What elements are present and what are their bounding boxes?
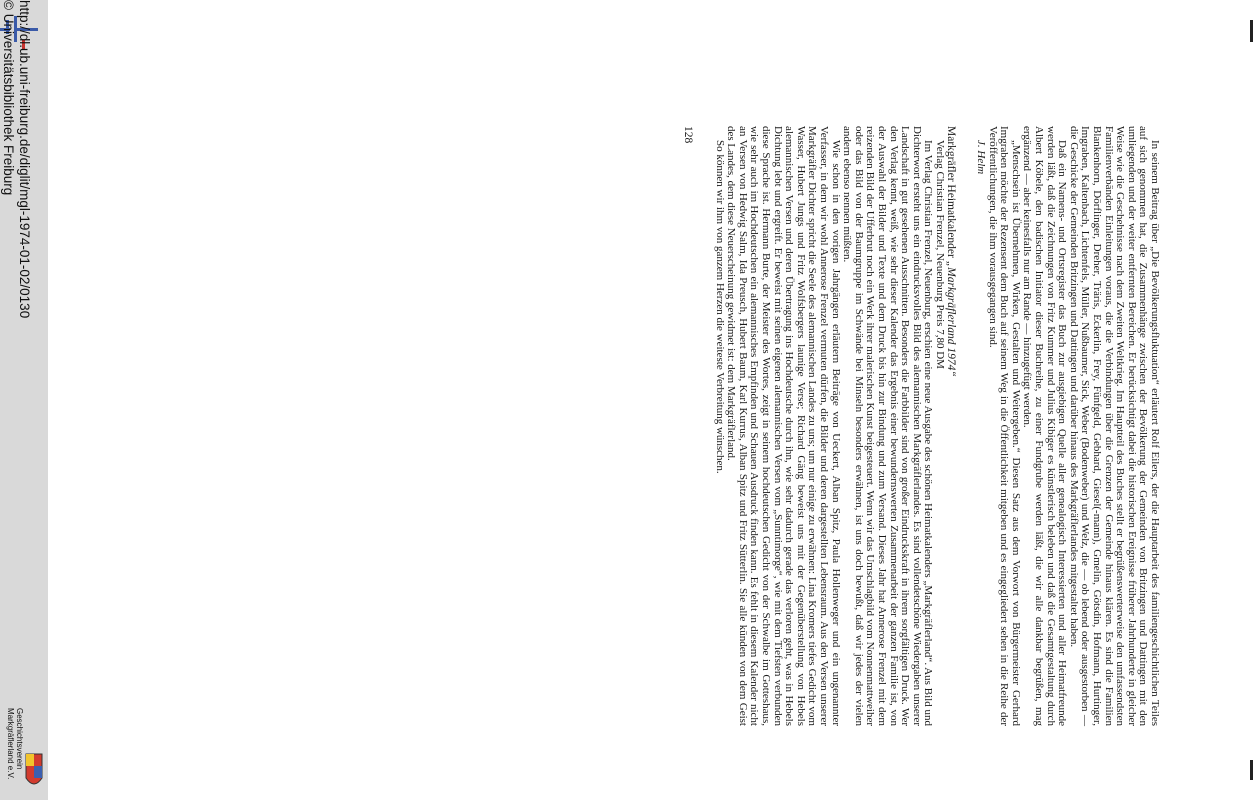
author-signature: J. Helm (975, 140, 988, 175)
org-label (6, 708, 24, 779)
paragraph: In seinem Beitrag über „Die Bevölkerungsfluktuation“ erläutert Rolf Eilers, der die Hauptarbeit des familiengeschichtlichen Teiles auf sich genommen hat, die Zusammenhänge zwischen der Bevölkerung der Gemeinden von Britzingen und Dattingen mit den umliegenden und der weiter entfernten Bereichen. Er berücksichtigt dabei die historischen Ereignisse früherer Jahrhunderte in gleicher Weise wie die Geschehnisse nach dem Zweiten Weltkrieg. Im Hauptteil des Buches stellt er begrüßenswerterweise den umfassendsten Familienverbänden Einleitungen voraus, die die Verbindungen über die Grenzen der Gemeinde hinaus klären. Es sind die Familien Blankenhorn, Dörflinger, Dreher, Träris, Eckerlin, Frey, Fünfgeld, Gebhard, Giesel(-mann), Gmelin, Götsdin, Hofmann, Hurtinger, Imgraben, Kaltenbach, Lichtenfels, Müller, Nußbaumer, Sick, Weber (Bodenweber) und Welz, die — ob lebend oder ausgestorben — die Geschicke der Gemeinden Britzingen und Dattingen und darüber hinaus des Markgräflerlandes mitgestaltet haben. (1067, 126, 1161, 726)
paragraph: Daß ein Namens- und Ortsregister das Buch zur ausgiebigen Quelle aller genealogisch Interessierten und aller Heimatfreunde werden läßt, daß die Zeichnungen von Fritz Kummer und Julius Kibiger es künstlerisch beleben und daß die Gesamtgestaltung durch Albert Köbele, den badischen Initiator dieser Buchreihe, zu einer Fundgrube werden läßt, die wir alle dankbar begrüßen, mag ergänzend — aber keinesfalls nur am Rande — hinzugefügt werden. (1021, 126, 1069, 726)
org-line-1: Geschichtsverein (15, 708, 24, 770)
paragraph: Im Verlag Christian Frenzel, Neuenburg, erschien eine neue Ausgabe des schönen Heimatkalenders „Markgräflerland“. Aus Bild und Dichterwort ersteht uns ein eindrucksvolles Bild des alemannischen Markgräflerlandes. Es sind vollendetschöne Wiedergaben unserer Landschaft in gut gesehenen Ausschnitten. Besonders die Farbbilder sind von großer Eindruckskraft in ihrem sorgfältigen Druck. Wer den Verlag kennt, weiß, wie sehr dieser Kalender das Ergebnis einer bewundernswerten Zusammenarbeit der ganzen Familie ist, von der Auswahl der Bilder und Texte und dem Druck bis hin zur Bindung und zum Versand. Dieses Jahr hat Annerose Frenzel mit dem reizenden Bild der Ufferbrut noch ein Werk ihrer malerischen Kunst beigesteuert. Wenn wir das Umschlagbild vom Nonnenmattweiher oder das Bild von der Baumgruppe im Schwände bei Minseln besonders erwähnen, ist uns doch bewußt, daß wir jedes der vielen andern ebenso nennen müßten. (841, 126, 935, 726)
page-edge-mark (1250, 20, 1253, 42)
heading-prefix: Markgräfler Heimatkalender (945, 126, 958, 261)
viewer-sidebar (0, 0, 48, 800)
scanned-page (340, 126, 1160, 726)
closing-sentence: So können wir ihm von ganzem Herzen die weiteste Verbreitung wünschen. (713, 140, 726, 474)
publisher-line: Verlag Christian Frenzel, Neuenburg Preis 7,80 DM (933, 140, 946, 369)
section-heading (945, 126, 957, 726)
page-number: 128 (682, 126, 695, 144)
watermark-url[interactable]: http://dl.ub.uni-freiburg.de/diglit/mgl-1974-01-02/0130 (17, 0, 32, 319)
watermark-copyright: © Universitätsbibliothek Freiburg (1, 0, 16, 196)
heading-title: „Markgräflerland 1974“ (945, 260, 958, 377)
paragraph: „Menschsein ist Übernehmen, Wirken, Gestalten und Weitergeben.“ Diesen Satz aus dem Vorwort von Bürgermeister Gerhard Imgraben möchte der Rezensent dem Buch auf seinem Weg in die Öffentlichkeit mitgeben und es eingegliedert sehen in die Reihe der Veröffentlichungen, die ihm vorausgegangen sind. (986, 126, 1022, 726)
page-edge-mark (1250, 760, 1253, 780)
org-line-2: Markgräflerland e.V. (6, 708, 15, 780)
coat-of-arms-icon (24, 752, 44, 792)
paragraph: Wie schon in den vorigen Jahrgängen erläutern Beiträge von Ueckert, Alban Spitz, Paula Hollenweger und ein ungenannter Verfasser, in dem wir wohl Annerose Frenzel vermuten dürfen, die Bilder und deren dargestellten Lebensraum. Aus den Versen unserer Markgräfler Dichter spricht die Seele des alemannischen Landes zu uns; um nur einige zu erwähnen: Lina Kromers tiefes Gedicht vom Wasser, Hubert Jungs und Fritz Wolfsbergers launige Verse; Richard Gäng beweist uns mit der Gegenüberstellung von Hebels alemannischen Versen und deren Übertragung ins Hochdeutsche durch ihn, wie sehr dadurch gerade das verloren geht, was in Hebels Dichtung lebt und ergreift. Er beweist mit seinen eigenen alemannischen Versen vom „Sunntimorge“, wie mit dem Tiefsten verbunden diese Sprache ist. Hermann Burte, der Meister des Wortes, zeigt in seinem hochdeutschen Gedicht von der Schwalbe im Gotteshaus, wie sehr auch im Hochdeutschen ein alemannisches Empfinden und Schauen Ausdruck finden kann. Es fehlt in diesem Kalender nicht an Versen von Hedwig Salm, Ida Preusch, Hubert Baum, Karl Kurrus, Alban Spitz und Fritz Sütterlin. Sie alle künden von dem Geist des Landes, dem diese Neuerscheinung gewidmet ist: dem Markgräflerland. (725, 126, 842, 726)
